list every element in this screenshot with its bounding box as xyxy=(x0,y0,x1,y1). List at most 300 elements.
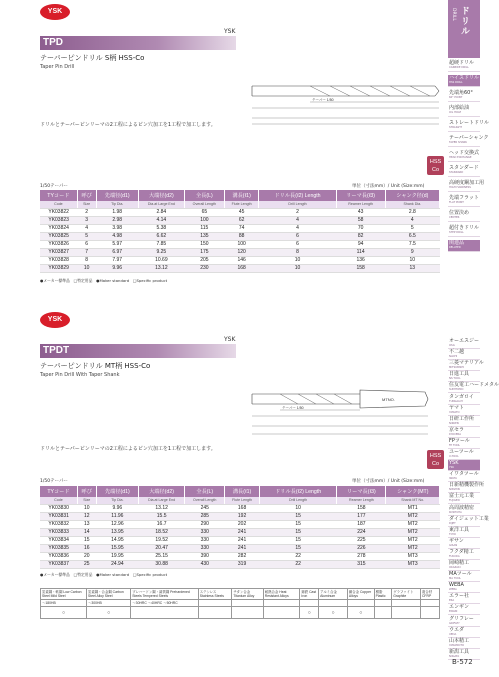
table-cell: 6.62 xyxy=(138,233,184,241)
table-cell: 241 xyxy=(225,545,260,553)
side-maker-item[interactable] xyxy=(448,493,480,504)
table-cell: 65 xyxy=(184,209,224,217)
side-maker-item[interactable] xyxy=(448,582,480,593)
side-maker-item[interactable] xyxy=(448,416,480,427)
table-row xyxy=(40,529,440,537)
side-maker-item[interactable] xyxy=(448,560,480,571)
table-cell: YK03828 xyxy=(40,257,77,265)
table-cell: 205 xyxy=(184,257,224,265)
product-title-jp-2: テーパーピンドリル MT柄 HSS-Co xyxy=(40,362,151,370)
table-row xyxy=(40,217,440,225)
table-cell: 12.96 xyxy=(96,521,138,529)
side-maker-sub: NACHI xyxy=(449,355,458,359)
table-cell: 225 xyxy=(337,537,386,545)
table-cell: 10 xyxy=(77,265,96,273)
table-row xyxy=(40,209,440,217)
side-maker-sub: IWATA xyxy=(449,477,457,481)
side-maker-item[interactable] xyxy=(448,371,480,382)
material-header: ステンレス Stainless Steels xyxy=(198,589,232,600)
side-maker-label: ヤマト xyxy=(449,404,465,411)
table-cell: 202 xyxy=(225,521,260,529)
material-hardness: 〜180HB xyxy=(41,600,87,607)
table-cell: 114 xyxy=(336,249,385,257)
table-cell: 45 xyxy=(224,209,258,217)
side-maker-sub: YSK xyxy=(449,466,454,470)
side-category-sub: CENTER xyxy=(449,216,460,219)
table-cell: 4.98 xyxy=(96,233,138,241)
table-cell: 3 xyxy=(77,217,96,225)
table-cell: 15 xyxy=(259,513,337,521)
side-maker-item[interactable] xyxy=(448,405,480,416)
side-maker-item[interactable] xyxy=(448,527,480,538)
side-maker-item[interactable] xyxy=(448,638,480,649)
table-cell: 13.12 xyxy=(139,505,185,513)
tpdt-drawing xyxy=(240,378,440,442)
side-maker-sub: YAMATO xyxy=(449,410,460,414)
side-maker-item[interactable] xyxy=(448,482,485,493)
column-header: 全長(L) xyxy=(184,190,224,201)
side-maker-sub: NISSHIN xyxy=(449,488,460,492)
spec-table-tpd xyxy=(40,190,440,273)
table-cell: 16 xyxy=(77,545,96,553)
table-cell: 2.8 xyxy=(385,209,439,217)
table-cell: YK03825 xyxy=(40,233,77,241)
side-maker-sub: ERA xyxy=(449,599,455,603)
table-cell: 25.15 xyxy=(139,553,185,561)
material-suitability: ○ xyxy=(87,607,131,619)
table-cell: 1.98 xyxy=(96,209,138,217)
table-cell: 15 xyxy=(77,537,96,545)
table-cell: YK03826 xyxy=(40,241,77,249)
table-cell: 9 xyxy=(385,249,439,257)
side-maker-sub: YAMAMOTO xyxy=(449,643,465,647)
table-cell: 10 xyxy=(259,265,336,273)
column-subheader: Flute Length xyxy=(225,497,260,505)
side-category-item[interactable] xyxy=(448,90,480,102)
material-hardness: 〜300HB xyxy=(87,600,131,607)
material-header: グラファイト Graphite xyxy=(392,589,421,600)
table-cell: 245 xyxy=(185,505,225,513)
table-cell: 25 xyxy=(77,561,96,569)
table-cell: 24.94 xyxy=(96,561,138,569)
side-maker-item[interactable] xyxy=(448,460,480,471)
side-category-sub: TAPER SHANK xyxy=(449,141,467,144)
table-cell: MT2 xyxy=(386,545,440,553)
product-description: ドリルとテーパーピンリーマの2工程によるピン穴加工を1工程で加工します。 xyxy=(40,122,216,128)
product-description-2: ドリルとテーパーピンリーマの2工程によるピン穴加工を1工程で加工します。 xyxy=(40,446,216,452)
table-cell: 58 xyxy=(336,217,385,225)
table-cell: 13 xyxy=(77,521,96,529)
brand-label-2: YSK xyxy=(224,336,236,343)
side-maker-sub: NIIGATA xyxy=(449,654,460,658)
side-maker-label: 富士元工業 xyxy=(449,493,475,500)
side-maker-sub: GRIFLEY xyxy=(449,621,460,625)
table-cell: 14 xyxy=(77,529,96,537)
side-index-header xyxy=(448,0,480,58)
hss-badge-line2: Co xyxy=(431,167,440,173)
side-maker-label: 日進工具 xyxy=(449,371,470,378)
table-cell: 5.97 xyxy=(96,241,138,249)
side-maker-item[interactable] xyxy=(448,604,480,615)
side-maker-sub: KOSHUHA xyxy=(449,510,462,514)
table-cell: 120 xyxy=(224,249,258,257)
material-hardness xyxy=(347,600,374,607)
column-subheader: Dia.at Large End xyxy=(138,201,184,209)
side-maker-item[interactable] xyxy=(448,394,480,405)
side-category-item[interactable] xyxy=(448,150,480,162)
side-maker-item[interactable] xyxy=(448,549,480,560)
side-category-item[interactable] xyxy=(448,180,485,192)
table-cell: 9.96 xyxy=(96,505,138,513)
table-cell: MT2 xyxy=(386,529,440,537)
side-maker-item[interactable] xyxy=(448,571,480,582)
material-header: アルミ合金 Aluminum xyxy=(319,589,348,600)
column-header: リーマ長(ℓ3) xyxy=(337,486,386,497)
side-category-item[interactable] xyxy=(448,120,490,132)
side-category-item[interactable] xyxy=(448,60,480,72)
hss-badge-line1: HSS xyxy=(429,159,442,165)
material-suitability xyxy=(420,607,439,619)
table-cell: 3.98 xyxy=(96,225,138,233)
side-maker-label: ユーツール xyxy=(449,449,474,455)
table-row xyxy=(40,257,440,265)
material-hardness xyxy=(420,600,439,607)
material-header: 炭素鋼・合金鋼 Carbon Steel Alloy Steel xyxy=(87,589,131,600)
table-cell: 330 xyxy=(185,529,225,537)
side-category-item[interactable] xyxy=(448,75,480,87)
material-suitability: ○ xyxy=(319,607,348,619)
side-maker-label: 日新精機製作所 xyxy=(449,482,485,489)
table-cell: MT3 xyxy=(386,553,440,561)
side-maker-label: 日研工作所 xyxy=(449,415,475,422)
side-maker-sub: NS TOOL xyxy=(449,377,461,381)
side-category-label: スタンダード xyxy=(449,165,479,171)
table-cell: 70 xyxy=(336,225,385,233)
side-maker-sub: GISAN xyxy=(449,543,458,547)
table-cell: YK03832 xyxy=(40,521,77,529)
material-hardness xyxy=(198,600,232,607)
side-category-sub: STRAIGHT xyxy=(449,126,463,129)
hss-co-badge xyxy=(427,156,444,175)
table-cell: YK03823 xyxy=(40,217,77,225)
material-hardness xyxy=(392,600,421,607)
side-maker-item[interactable] xyxy=(448,338,480,349)
taper-label: テーパー 1/50 xyxy=(312,98,334,102)
table-row xyxy=(40,505,440,513)
side-category-item[interactable] xyxy=(448,135,489,147)
side-category-label: 関連品 xyxy=(449,240,465,246)
side-category-label: 超付きドリル xyxy=(449,225,480,231)
table-cell: 278 xyxy=(337,553,386,561)
table-cell: 10 xyxy=(77,505,96,513)
side-maker-label: 東洋工具 xyxy=(449,526,470,533)
table-cell: 168 xyxy=(225,505,260,513)
side-category-sub: 60° POINT xyxy=(449,96,463,99)
column-subheader: Size xyxy=(77,497,96,505)
table-cell: 7.97 xyxy=(96,257,138,265)
side-maker-label: エラー社 xyxy=(449,593,470,600)
table-cell: 6 xyxy=(77,241,96,249)
material-hardness xyxy=(319,600,348,607)
table-row xyxy=(40,513,440,521)
column-header: TYコード xyxy=(40,486,77,497)
table-cell: 15.5 xyxy=(139,513,185,521)
hss-badge-2-line2: Co xyxy=(431,461,440,467)
side-maker-sub: DIJET xyxy=(449,521,456,525)
material-hardness xyxy=(300,600,319,607)
table-cell: 15.95 xyxy=(96,545,138,553)
table-cell: 15 xyxy=(259,529,337,537)
side-title-jp: ドリル xyxy=(459,6,469,36)
table-cell: 177 xyxy=(337,513,386,521)
table-subtitle: 1/50テーパー xyxy=(40,184,68,189)
side-maker-item[interactable] xyxy=(448,471,480,482)
table-cell: 82 xyxy=(336,233,385,241)
table-row xyxy=(40,553,440,561)
table-cell: 7.85 xyxy=(138,241,184,249)
table-legend-2: ●メーカー標準品 □特定用品 ●Maker standard □Specific product xyxy=(40,572,168,577)
side-maker-sub: TOYO xyxy=(449,532,456,536)
side-maker-label: 高周波精密 xyxy=(449,504,475,511)
table-cell: 150 xyxy=(184,241,224,249)
side-maker-item[interactable] xyxy=(448,438,480,449)
column-subheader: Shank Dia. xyxy=(385,201,439,209)
side-category-label: 高硬度鋼加工用 xyxy=(449,180,485,186)
side-maker-item[interactable] xyxy=(448,427,480,438)
side-category-sub: FLAT POINT xyxy=(449,201,464,204)
material-hardness: 〜30HRC 〜40HRC 〜50HRC xyxy=(131,600,199,607)
table-cell: 241 xyxy=(225,529,260,537)
side-maker-sub: MA TOOL xyxy=(449,577,461,581)
side-category-item[interactable] xyxy=(448,240,480,252)
side-category-item[interactable] xyxy=(448,225,480,237)
column-subheader: Code xyxy=(40,201,77,209)
side-maker-item[interactable] xyxy=(448,627,480,638)
material-suitability: ○ xyxy=(347,607,374,619)
column-subheader: Code xyxy=(40,497,77,505)
table-cell: YK03835 xyxy=(40,545,77,553)
table-cell: 224 xyxy=(337,529,386,537)
side-maker-label: 京セラ xyxy=(449,426,465,433)
side-maker-item[interactable] xyxy=(448,505,480,516)
table-cell: 8 xyxy=(77,257,96,265)
table-cell: 18.52 xyxy=(139,529,185,537)
side-maker-label: MAツール xyxy=(449,571,472,578)
table-cell: 9.25 xyxy=(138,249,184,257)
side-maker-label: ダイジェット工業 xyxy=(449,515,489,522)
table-cell: YK03833 xyxy=(40,529,77,537)
side-index xyxy=(448,0,499,677)
table-cell: 4.14 xyxy=(138,217,184,225)
side-category-label: ヘッド交換式 xyxy=(449,150,480,156)
column-header: 大端径(d2) xyxy=(138,190,184,201)
page-number: B-572 xyxy=(452,658,473,666)
table-row xyxy=(40,233,440,241)
side-maker-item[interactable] xyxy=(448,616,480,627)
side-category-label: 位置決め xyxy=(449,210,470,216)
column-header: 大端径(d2) xyxy=(139,486,185,497)
table-cell: 290 xyxy=(185,521,225,529)
side-category-label: 超硬ドリル xyxy=(449,60,475,66)
material-suitability xyxy=(392,607,421,619)
table-cell: 4 xyxy=(259,225,336,233)
table-cell: 230 xyxy=(184,265,224,273)
side-maker-sub: FUKUDA xyxy=(449,554,460,558)
table-cell: 22 xyxy=(259,553,337,561)
material-header: 複合材 CFRP xyxy=(420,589,439,600)
table-cell: 390 xyxy=(185,553,225,561)
side-maker-sub: WEBA xyxy=(449,588,457,592)
column-subheader: Size xyxy=(77,201,96,209)
side-maker-sub: OKAZAKI xyxy=(449,566,461,569)
table-cell: 19.52 xyxy=(139,537,185,545)
column-header: 全長(L) xyxy=(185,486,225,497)
side-category-sub: CARBIDE DRILL xyxy=(449,66,469,69)
table-cell: 2 xyxy=(259,209,336,217)
column-subheader: Tip Dia. xyxy=(96,201,138,209)
side-title-en: DRILL xyxy=(451,8,456,21)
material-suitability xyxy=(198,607,232,619)
table-cell: 10.69 xyxy=(138,257,184,265)
table-cell: 135 xyxy=(184,233,224,241)
table-cell: 7 xyxy=(77,249,96,257)
table-cell: 2 xyxy=(77,209,96,217)
table-cell: 285 xyxy=(185,513,225,521)
side-category-item[interactable] xyxy=(448,165,480,177)
side-maker-label: オーエスジー xyxy=(449,338,480,344)
side-maker-item[interactable] xyxy=(448,360,484,371)
side-maker-item[interactable] xyxy=(448,538,480,549)
table-cell: 330 xyxy=(185,537,225,545)
table-cell: MT3 xyxy=(386,561,440,569)
table-cell: 9.96 xyxy=(96,265,138,273)
side-category-sub: OIL HOLE xyxy=(449,111,462,114)
table-cell: 62 xyxy=(224,217,258,225)
table-cell: 4 xyxy=(77,225,96,233)
table-cell: 4 xyxy=(259,217,336,225)
side-maker-item[interactable] xyxy=(448,349,480,360)
table-cell: 192 xyxy=(225,513,260,521)
table-cell: 168 xyxy=(224,265,258,273)
side-maker-sub: OSG xyxy=(449,344,455,347)
table-cell: MT2 xyxy=(386,537,440,545)
material-header: 樹脂 Plastic xyxy=(374,589,392,600)
table-cell: 10 xyxy=(259,257,336,265)
side-category-label: 先端フラット xyxy=(449,195,479,201)
side-category-item[interactable] xyxy=(448,195,480,207)
table-cell: 43 xyxy=(336,209,385,217)
table-cell: YK03831 xyxy=(40,513,77,521)
table-cell: 319 xyxy=(225,561,260,569)
table-cell: 100 xyxy=(224,241,258,249)
table-cell: 13.12 xyxy=(138,265,184,273)
column-subheader: Tip Dia. xyxy=(96,497,138,505)
table-row xyxy=(40,521,440,529)
table-cell: MT1 xyxy=(386,505,440,513)
table-cell: 5.38 xyxy=(138,225,184,233)
column-header: ドリル長(ℓ2) Length xyxy=(259,486,337,497)
column-header: ドリル長(ℓ2) Length xyxy=(259,190,336,201)
side-category-sub: HIGH HARDNESS xyxy=(449,186,471,189)
side-category-label: テーパーシャンク xyxy=(449,135,489,141)
side-maker-label: イワタツール xyxy=(449,471,479,478)
table-cell: 6 xyxy=(259,233,336,241)
material-header: 鋳鉄 Cast Iron xyxy=(300,589,319,600)
side-category-item[interactable] xyxy=(448,210,480,222)
side-maker-label: 不二越 xyxy=(449,349,465,356)
side-category-sub: HSS DRILL xyxy=(449,81,463,84)
table-cell: 15 xyxy=(259,537,337,545)
table-cell: 2.84 xyxy=(138,209,184,217)
table-cell: YK03830 xyxy=(40,505,77,513)
side-maker-sub: FP TOOL xyxy=(449,443,460,447)
side-maker-label: タンガロイ xyxy=(449,393,474,400)
side-maker-item[interactable] xyxy=(448,382,499,393)
column-header: シャンク(MT) xyxy=(386,486,440,497)
unit-label: 単位（寸法mm）/ Unit (Size:mm) xyxy=(352,184,425,189)
table-row xyxy=(40,561,440,569)
side-maker-label: フクダ精工 xyxy=(449,548,474,555)
table-cell: 158 xyxy=(336,265,385,273)
side-maker-label: 新潟工具 xyxy=(449,648,470,655)
side-category-sub: HEAD EXCHANGE xyxy=(449,156,472,159)
table-legend: ●メーカー標準品 □特定用品 ●Maker standard □Specific product xyxy=(40,278,168,283)
side-maker-sub: UEDA xyxy=(449,632,457,636)
table-cell: YK03827 xyxy=(40,249,77,257)
table-row xyxy=(40,225,440,233)
material-header: 炭素鋼・軟鋼 Low Carbon Steel Mild Steel xyxy=(41,589,87,600)
table-cell: 6.5 xyxy=(385,233,439,241)
column-subheader: Drill Length xyxy=(259,497,337,505)
column-subheader: Reamer Length xyxy=(336,201,385,209)
side-maker-label: 住友電工ハードメタル xyxy=(449,382,499,389)
side-maker-sub: U-TOOL xyxy=(449,455,459,458)
side-maker-label: 岡崎精工 xyxy=(449,560,470,566)
column-subheader: Drill Length xyxy=(259,201,336,209)
side-maker-sub: ENGIN xyxy=(449,610,458,614)
table-cell: MT2 xyxy=(386,513,440,521)
table-row xyxy=(40,249,440,257)
side-category-label: 内部給油 xyxy=(449,105,470,111)
product-title-en: Taper Pin Drill xyxy=(40,64,75,70)
table-cell: 14.95 xyxy=(96,537,138,545)
column-subheader: Overall Length xyxy=(185,497,225,505)
column-subheader: Overall Length xyxy=(184,201,224,209)
column-subheader: Shank MT No. xyxy=(386,497,440,505)
side-maker-label: エンギン xyxy=(449,604,469,611)
table-cell: 5 xyxy=(77,233,96,241)
material-suitability xyxy=(232,607,263,619)
table-cell: YK03829 xyxy=(40,265,77,273)
side-category-sub: RELATED xyxy=(449,246,461,249)
table-cell: 11.96 xyxy=(96,513,138,521)
table-cell: 6 xyxy=(259,241,336,249)
table-cell: YK03834 xyxy=(40,537,77,545)
table-cell: 100 xyxy=(184,217,224,225)
material-suitability xyxy=(263,607,300,619)
side-maker-item[interactable] xyxy=(448,593,480,604)
table-cell: 330 xyxy=(185,545,225,553)
table-cell: 2.98 xyxy=(96,217,138,225)
brand-label: YSK xyxy=(224,28,236,35)
side-maker-label: 三菱マテリアル xyxy=(449,360,484,367)
side-maker-item[interactable] xyxy=(448,515,489,527)
column-header: 呼び xyxy=(77,486,96,497)
table-cell: 30.88 xyxy=(139,561,185,569)
side-maker-item[interactable] xyxy=(448,449,480,460)
side-category-item[interactable] xyxy=(448,105,480,117)
table-cell: 5 xyxy=(385,225,439,233)
